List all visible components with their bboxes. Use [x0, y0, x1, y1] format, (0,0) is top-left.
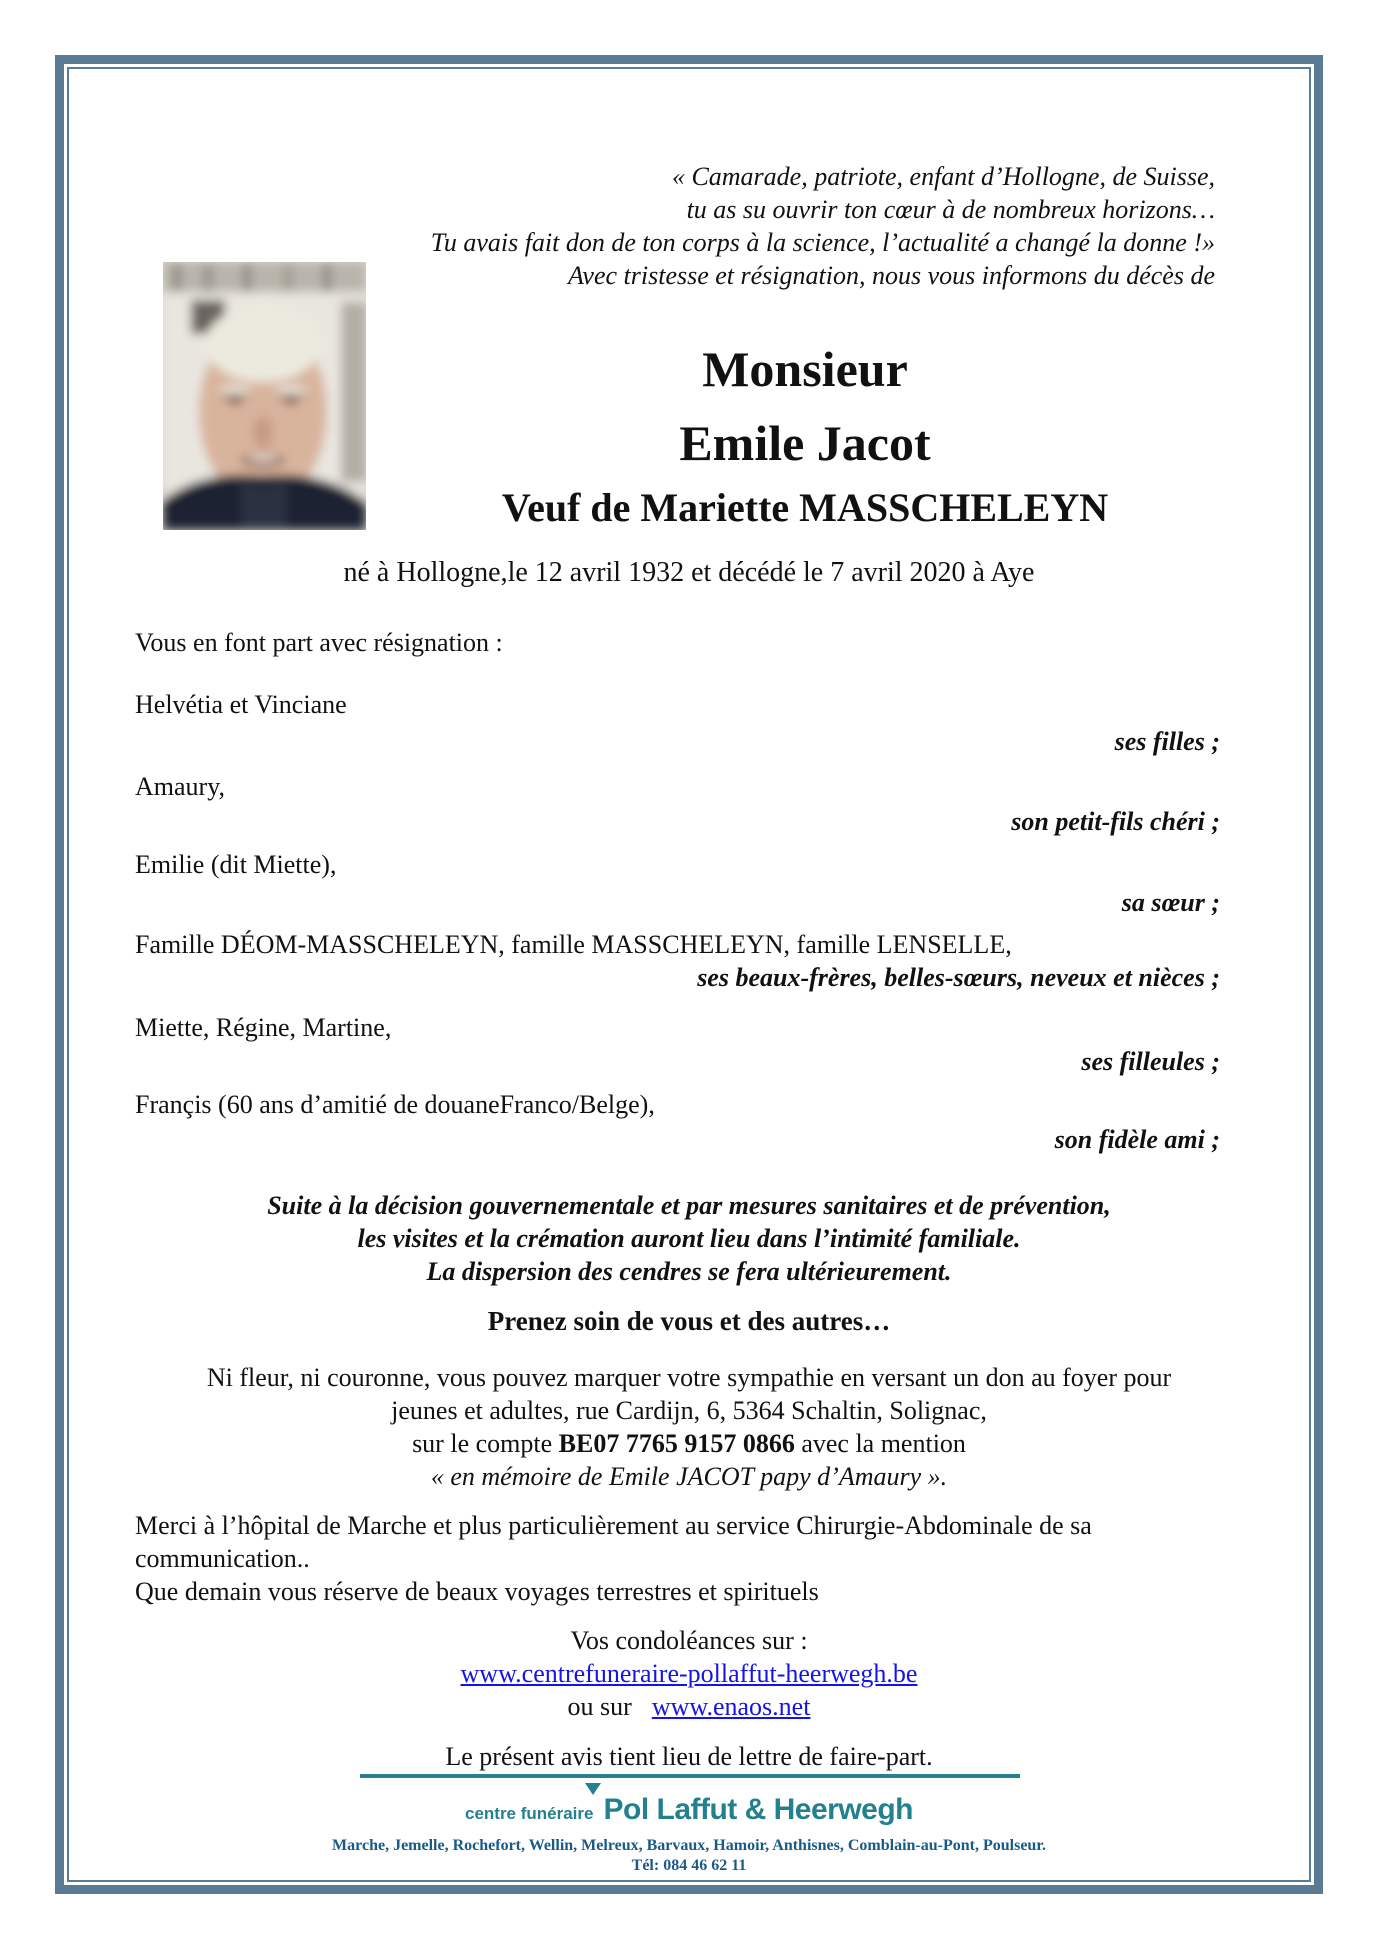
- donation-account-line: [69, 1427, 1309, 1460]
- family-role-3: sa sœur ;: [1121, 888, 1220, 917]
- deceased-title-block: [365, 332, 1245, 536]
- deceased-widower-line: Veuf de Mariette MASSCHELEYN: [501, 485, 1109, 530]
- quote-line-2: tu as su ouvrir ton cœur à de nombreux horizons…: [686, 195, 1215, 224]
- donation-mention: « en mémoire de Emile JACOT papy d’Amaury ».: [430, 1462, 948, 1491]
- opening-quote: [285, 160, 1215, 292]
- family-role-5: ses filleules ;: [1081, 1047, 1220, 1076]
- funeral-home-locations: Marche, Jemelle, Rochefort, Wellin, Melreux, Barvaux, Hamoir, Anthisnes, Comblain-au-Pont, Poulseur.: [332, 1837, 1046, 1854]
- family-role-4: ses beaux-frères, belles-sœurs, neveux et nièces ;: [697, 963, 1220, 992]
- condolences-link-row-2: [69, 1690, 1309, 1723]
- family-names-5: Miette, Régine, Martine,: [135, 1013, 392, 1042]
- portrait-photo-image: [163, 262, 366, 530]
- deceased-name: Emile Jacot: [679, 415, 931, 471]
- sanitary-notice: [69, 1189, 1309, 1288]
- quote-line-3: Tu avais fait don de ton corps à la science, l’actualité a changé la donne !»: [430, 228, 1215, 257]
- sanitary-notice-line-1: Suite à la décision gouvernementale et par mesures sanitaires et de prévention,: [267, 1191, 1111, 1220]
- quote-line-1: « Camarade, patriote, enfant d’Hollogne, de Suisse,: [671, 162, 1215, 191]
- condolences-link-row-1: [69, 1657, 1309, 1690]
- family-role-6: son fidèle ami ;: [1054, 1125, 1220, 1154]
- family-names-6: Françis (60 ans d’amitié de douaneFranco/Belge),: [135, 1090, 655, 1119]
- sanitary-notice-line-3: La dispersion des cendres se fera ultérieurement.: [426, 1257, 952, 1286]
- family-names-1: Helvétia et Vinciane: [135, 690, 347, 719]
- donation-account-prefix: sur le compte: [412, 1429, 559, 1458]
- thanks-line-1: Merci à l’hôpital de Marche et plus particulièrement au service Chirurgie-Abdominale de sa: [135, 1511, 1092, 1540]
- life-dates: né à Hollogne,le 12 avril 1932 et décédé le 7 avril 2020 à Aye: [343, 557, 1035, 588]
- donation-block: [69, 1361, 1309, 1493]
- donation-line-2: jeunes et adultes, rue Cardijn, 6, 5364 Schaltin, Solignac,: [391, 1396, 987, 1425]
- thanks-line-2: communication..: [135, 1544, 310, 1573]
- donation-account-suffix: avec la mention: [794, 1429, 966, 1458]
- donation-account-number: BE07 7765 9157 0866: [558, 1429, 795, 1458]
- thanks-block: [135, 1509, 1245, 1608]
- condolences-label: Vos condoléances sur :: [570, 1626, 808, 1655]
- portrait-photo: [163, 262, 366, 530]
- funeral-home-name: Pol Laffut & Heerwegh: [603, 1793, 914, 1826]
- enaos-link[interactable]: www.enaos.net: [651, 1692, 811, 1721]
- quote-line-4: Avec tristesse et résignation, nous vous informons du décès de: [567, 261, 1215, 290]
- sanitary-notice-line-2: les visites et la crémation auront lieu dans l’intimité familiale.: [357, 1224, 1021, 1253]
- funeral-home-logo: [69, 1793, 1309, 1827]
- footer-divider-rule: [360, 1774, 1020, 1778]
- deceased-civility: Monsieur: [702, 341, 908, 397]
- family-names-4: Famille DÉOM-MASSCHELEYN, famille MASSCHELEYN, famille LENSELLE,: [135, 930, 1012, 959]
- condolences-website-link[interactable]: www.centrefuneraire-pollaffut-heerwegh.be: [460, 1659, 918, 1688]
- funeral-home-prefix: centre funéraire: [464, 1804, 594, 1823]
- family-role-1: ses filles ;: [1114, 727, 1220, 756]
- family-role-2: son petit-fils chéri ;: [1011, 807, 1220, 836]
- thanks-line-3: Que demain vous réserve de beaux voyages terrestres et spirituels: [135, 1577, 819, 1606]
- announcement-intro: Vous en font part avec résignation :: [135, 628, 503, 657]
- funeral-home-phone: Tél: 084 46 62 11: [631, 1857, 747, 1874]
- legal-notice-line: Le présent avis tient lieu de lettre de faire-part.: [445, 1742, 933, 1771]
- donation-line-1: Ni fleur, ni couronne, vous pouvez marquer votre sympathie en versant un don au foyer pour: [206, 1363, 1172, 1392]
- or-on-label: ou sur: [567, 1692, 632, 1721]
- take-care-line: Prenez soin de vous et des autres…: [487, 1306, 891, 1336]
- family-names-2: Amaury,: [135, 772, 226, 801]
- family-names-3: Emilie (dit Miette),: [135, 850, 337, 879]
